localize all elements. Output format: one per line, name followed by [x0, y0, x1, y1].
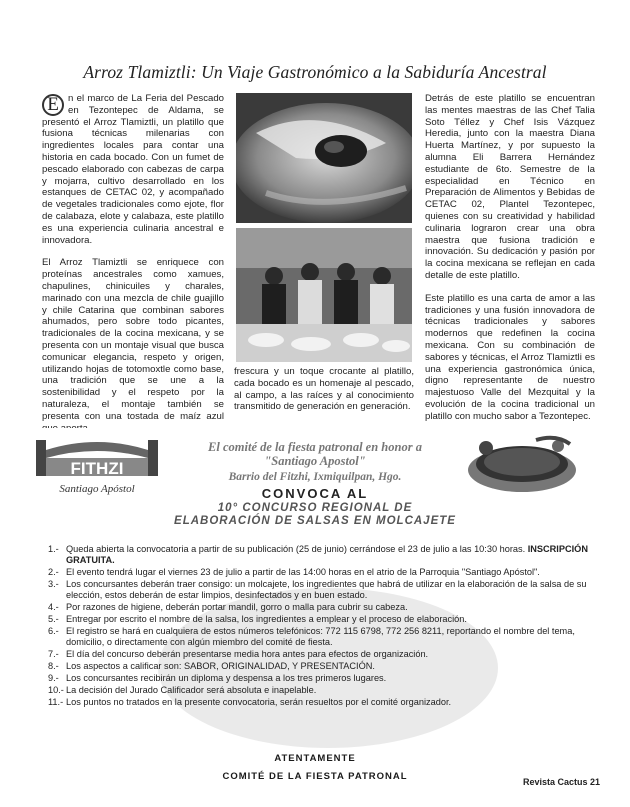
paragraph-continuation: frescura y un toque crocante al platillo, cada bocado es un homenaje al pescado, al campo, a las raíces y al conocimiento transmitido de generación en generación.	[234, 366, 414, 413]
rule-item	[48, 614, 588, 625]
drop-cap: E	[42, 94, 64, 116]
rule-emphasis: INSCRIPCIÓN GRATUITA.	[66, 544, 588, 565]
signature-committee: COMITÉ DE LA FIESTA PATRONAL	[222, 771, 408, 782]
rule-text: Entregar por escrito el nombre de la salsa, los ingredientes a emplear y el proceso de elaboración.	[66, 614, 467, 624]
rule-item	[48, 685, 588, 696]
salsa-dish-image	[466, 432, 578, 494]
contest-title-line2: ELABORACIÓN DE SALSAS EN MOLCAJETE	[174, 515, 456, 527]
rule-item	[48, 626, 588, 648]
rule-text: La decisión del Jurado Calificador será absoluta e inapelable.	[66, 685, 317, 695]
rule-text: Queda abierta la convocatoria a partir de su publicación (25 de junio) cerrándose el 23 de julio a las 10:30 horas. INSCRIPCIÓN GRATUITA.	[66, 544, 588, 565]
paragraph-intro: n el marco de La Feria del Pescado en Tezontepec de Aldama, se presentó el Arroz Tlamiztli, un platillo que fusiona técnicas milenarias con ingredientes locales para contar una historia en cada bocado. Con un fumet de pescado elaborado con cabezas de carpa y mojarra, cultivo desarrollado en los estanques de CETAC 02, y acompañado de vegetales tradicionales como ejote, flor de calabaza, elote y calabaza, este platillo es una experiencia culinaria ancestral e innovadora.	[42, 93, 224, 246]
chefs-photo	[236, 228, 412, 362]
paragraph-chefs: Detrás de este platillo se encuentran las mentes maestras de las Chef Talia Soto Téllez y Chef Isis Vázquez Heredia, junto con la maestra Diana Huerta Martínez, y por supuesto la alumna Eli Barrera Hernández estudiante de 6to. Semestre de la especialidad en Técnico en Preparación de Alimentos y Bebidas de CETAC 02, Plantel Tezontepec, quienes con su creatividad y habilidad culinaria lograron crear una obra maestra que fusiona tradición e innovación. Su dedicación y pasión por la cocina mexicana se reflejan en cada detalle de este platillo.	[425, 93, 595, 281]
rule-text: Los concursantes deberán traer consigo: un molcajete, los ingredientes que habrá de utilizar en la elaboración de la salsa de su elección, estos deberán de estar limpios, desinfectados y en buen estado.	[66, 579, 587, 600]
rule-number: 7.-	[48, 649, 59, 659]
rule-text: Los concursantes recibirán un diploma y despensa a los tres primeros lugares.	[66, 673, 387, 683]
article-column-middle	[234, 366, 414, 424]
rule-item	[48, 661, 588, 672]
contest-title-line1: 10° CONCURSO REGIONAL DE	[217, 502, 413, 514]
page-footer: Revista Cactus 21	[522, 777, 600, 787]
article-column-left	[42, 93, 224, 445]
rule-number: 6.-	[48, 626, 59, 636]
convoca-label: CONVOCA AL	[261, 486, 369, 501]
paragraph-conclusion: Este platillo es una carta de amor a las tradiciones y una fusión innovadora de técnicas tradicionales y sabores modernos que redefinen la cocina mexicana. Con su combinación de sabores y técnicas, el Arroz Tlamiztli es una experiencia gastronómica única, digno representante de nuestro majestuoso Valle del Mezquital y la evolución de la cocina tradicional un platillo con mucho sabor a Tezontepec.	[425, 292, 595, 422]
convocatoria-heading-line2: "Santiago Apostol"	[264, 454, 366, 468]
dish-photo	[236, 93, 412, 223]
rule-item	[48, 673, 588, 684]
rule-number: 4.-	[48, 602, 59, 612]
convocatoria-heading-line3: Barrio del Fitzhi, Ixmiquilpan, Hgo.	[228, 471, 402, 483]
logo-text: FITHZI	[70, 459, 124, 478]
rule-item	[48, 697, 588, 708]
rule-text: El registro se hará en cualquiera de estos números telefónicos: 772 115 6798, 772 256 8211, reportando el nombre del tema, domicilio, o directamente con algún miembro del comité de fiesta.	[66, 626, 575, 647]
rule-number: 10.-	[48, 685, 64, 695]
rule-item	[48, 579, 588, 601]
logo-subtext: Santiago Apóstol	[59, 483, 135, 495]
rule-number: 9.-	[48, 673, 59, 683]
rule-text: Por razones de higiene, deberán portar mandil, gorro o malla para cubrir su cabeza.	[66, 602, 408, 612]
rule-number: 1.-	[48, 544, 59, 554]
convocatoria-heading-line1: El comité de la fiesta patronal en honor a	[208, 440, 422, 454]
article-title: Arroz Tlamiztli: Un Viaje Gastronómico a la Sabiduría Ancestral	[83, 62, 547, 82]
article-column-right	[425, 93, 595, 434]
rule-number: 5.-	[48, 614, 59, 624]
fithzi-logo	[34, 436, 160, 500]
rule-number: 11.-	[48, 697, 64, 707]
rule-item	[48, 567, 588, 578]
paragraph-ingredients: El Arroz Tlamiztli se enriquece con proteínas ancestrales como xamues, chapulines, chinicuiles y charales, marinado con una mezcla de chile guajillo y chile Catarina que combinan sabores ahumados, pero sobre todo picantes, tradicionales de la cocina mexicana, y se presenta con un montaje visual que busca comunicar elegancia, respeto y origen, utilizando hojas de totomoxtle como base, una tradición que se une a la sostenibilidad y el respeto por la naturaleza, el montaje también se presenta con una tostada de maíz azul	[42, 257, 224, 422]
rule-item	[48, 544, 588, 566]
rule-number: 8.-	[48, 661, 59, 671]
rule-text: El evento tendrá lugar el viernes 23 de julio a partir de las 14:00 horas en el atrio de la Parroquia "Santiago Apóstol".	[66, 567, 540, 577]
rule-item	[48, 602, 588, 613]
rule-item	[48, 649, 588, 660]
signature-atentamente: ATENTAMENTE	[274, 753, 356, 764]
contest-rules-list	[48, 544, 588, 709]
rule-number: 3.-	[48, 579, 59, 589]
rule-text: Los aspectos a calificar son: SABOR, ORIGINALIDAD, Y PRESENTACIÓN.	[66, 661, 375, 671]
rule-number: 2.-	[48, 567, 59, 577]
rule-text: Los puntos no tratados en la presente convocatoria, serán resueltos por el comité organizador.	[66, 697, 452, 707]
rule-text: El día del concurso deberán presentarse media hora antes para efectos de organización.	[66, 649, 429, 659]
